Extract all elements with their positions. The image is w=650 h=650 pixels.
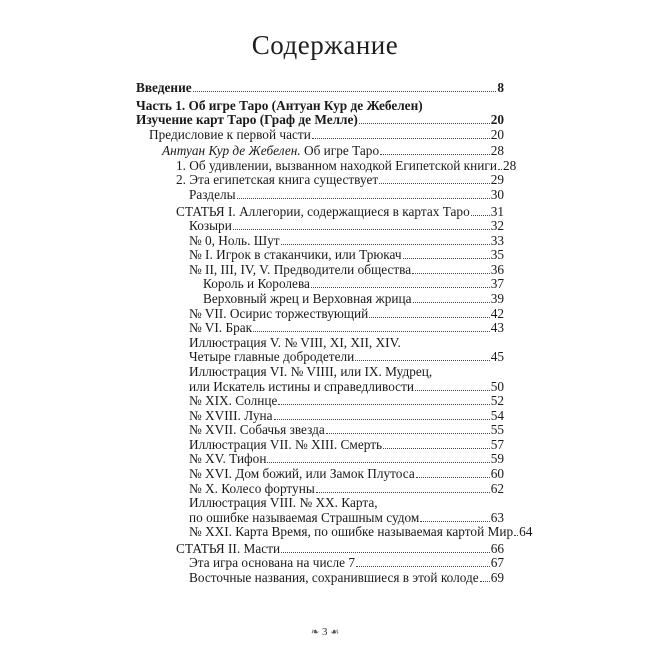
toc-entry-label: Эта игра основана на числе 7 (189, 555, 355, 570)
toc-entry-label: № II, III, IV, V. Предводители общества (189, 262, 412, 277)
toc-entry-label: № I. Игрок в стаканчики, или Трюкач (189, 247, 402, 262)
ornament-left-icon: ❧ (310, 627, 320, 638)
toc-entry-label: Иллюстрация VII. № XIII. Смерть (189, 437, 383, 452)
toc-entry-page: 35 (490, 247, 504, 262)
toc-entry-page: 54 (490, 408, 504, 423)
toc-entry-label: по ошибке называемая Страшным судом (189, 510, 420, 525)
toc-entry-page: 8 (497, 80, 504, 95)
leader-dots (281, 552, 490, 553)
toc-entry-page: 28 (490, 143, 504, 158)
toc-entry-page: 66 (490, 541, 504, 556)
ornament-right-icon: ☙ (330, 627, 340, 638)
page-number: 3 (321, 626, 328, 638)
toc-entry-label: № XV. Тифон (189, 451, 267, 466)
toc-entry-label: Предисловие к первой части (149, 127, 311, 142)
leader-dots (356, 566, 490, 567)
toc-entry-line[interactable]: Иллюстрация VI. № VIIII, или IX. Мудрец, (189, 364, 433, 379)
toc-entry-page: 37 (490, 276, 504, 291)
toc-entry-label: № XVI. Дом божий, или Замок Плутоса (189, 466, 415, 481)
toc-entry-page: 33 (490, 233, 504, 248)
toc-entry-line[interactable]: Иллюстрация VIII. № XX. Карта, (189, 495, 378, 510)
toc-entry-page: 28 (502, 158, 517, 173)
toc-entry-label: Верховный жрец и Верховная жрица (203, 291, 412, 306)
toc-entry-label: Козыри (189, 218, 232, 233)
toc-entry-page: 20 (490, 112, 504, 127)
toc-entry-page: 57 (490, 437, 504, 452)
toc-entry-page: 55 (490, 422, 504, 437)
toc-entry-page: 60 (490, 466, 504, 481)
toc-entry-page: 45 (490, 349, 504, 364)
toc-entry-label: № VII. Осирис торжествующий (189, 306, 369, 321)
toc-entry-label: № X. Колесо фортуны (189, 481, 315, 496)
toc-entry-label: № XIX. Солнце (189, 393, 278, 408)
leader-dots (480, 581, 490, 582)
toc-entry-label: Разделы (189, 187, 236, 202)
page-folio (0, 626, 650, 638)
toc-entry-page: 64 (519, 524, 533, 539)
toc-entry-page: 43 (490, 320, 504, 335)
toc-entry-page: 32 (490, 218, 504, 233)
toc-entry-label: или Искатель истины и справедливости (189, 379, 415, 394)
toc-entry-page: 30 (490, 187, 504, 202)
toc-entry-author: Антуан Кур де Жебелен. (162, 143, 301, 158)
toc-entry-page: 62 (490, 481, 504, 496)
toc-entry-label: № XVII. Собачья звезда (189, 422, 325, 437)
toc-entry-label: Восточные названия, сохранившиеся в этой колоде (189, 570, 479, 585)
toc-entry-label: 2. Эта египетская книга существует (176, 172, 379, 187)
toc-entry-page: 69 (490, 570, 504, 585)
toc-entry-page: 52 (490, 393, 504, 408)
toc-entry-label: № VI. Брак (189, 320, 253, 335)
toc-entry-title: Об игре Таро (300, 143, 380, 158)
toc-entry-page: 42 (490, 306, 504, 321)
toc-entry-label: СТАТЬЯ I. Аллегории, содержащиеся в картах Таро (176, 204, 470, 219)
toc-entry-page: 36 (490, 262, 504, 277)
toc-entry-label: Король и Королева (203, 276, 310, 291)
toc-entry-page: 50 (490, 379, 504, 394)
toc-entry-label: Изучение карт Таро (Граф де Мелле) (136, 112, 358, 127)
toc-entry-label: СТАТЬЯ II. Масти (176, 541, 281, 556)
toc-entry-page: 67 (490, 555, 504, 570)
toc-entry[interactable] (189, 569, 504, 586)
toc-entry-page: 20 (490, 127, 504, 142)
toc-part-heading[interactable]: Часть 1. Об игре Таро (Антуан Кур де Жебелен) (136, 98, 423, 113)
toc-entry-page: 31 (490, 204, 504, 219)
toc-entry-page: 39 (490, 291, 504, 306)
toc-entry-label: № XXI. Карта Время, по ошибке называемая картой Мир (189, 524, 514, 539)
toc-entry-page: 29 (490, 172, 504, 187)
toc-entry-label: Введение (136, 80, 192, 95)
toc-entry-page: 63 (490, 510, 504, 525)
toc-entry-label: № 0, Ноль. Шут (189, 233, 280, 248)
toc-entry-page: 59 (490, 451, 504, 466)
toc-entry-label: № XVIII. Луна (189, 408, 273, 423)
page-title: Содержание (251, 30, 399, 60)
toc-entry-line[interactable]: Иллюстрация V. № VIII, XI, XII, XIV. (189, 335, 401, 350)
toc-entry-label: Четыре главные добродетели (189, 349, 355, 364)
toc-entry-label: 1. Об удивлении, вызванном находкой Египетской книги (176, 158, 497, 173)
